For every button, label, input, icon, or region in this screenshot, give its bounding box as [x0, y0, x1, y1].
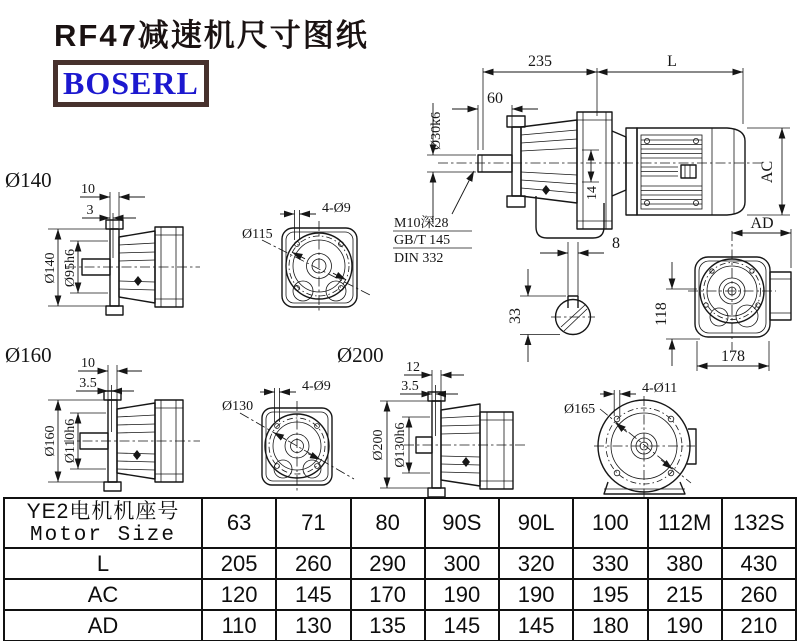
AD-value: 210	[722, 610, 796, 641]
AC-value: 190	[499, 579, 573, 610]
dim-10-label: 10	[81, 356, 95, 371]
L-value: 330	[573, 548, 647, 579]
L-value: 380	[648, 548, 722, 579]
AD-value: 190	[648, 610, 722, 641]
view-key-section	[507, 235, 620, 362]
AD-value: 110	[202, 610, 276, 641]
dim-118-label: 118	[653, 302, 670, 326]
dim-holes9-label: 4-Ø9	[322, 201, 351, 216]
size-col-63: 63	[202, 498, 276, 548]
L-value: 300	[425, 548, 499, 579]
dim-178-label: 178	[721, 348, 745, 365]
dim-dia110-label: Ø110h6	[63, 418, 78, 464]
motor-dimension-table	[3, 497, 797, 641]
dim-3-label: 3	[86, 203, 94, 218]
motor-size-header	[4, 498, 202, 548]
L-value: 320	[499, 548, 573, 579]
std-din332-label: DIN 332	[394, 251, 444, 266]
flange160-title: Ø160	[5, 343, 52, 367]
AC-value: 195	[573, 579, 647, 610]
dim-AC-label: AC	[759, 160, 776, 184]
view-flange160-side	[5, 343, 200, 491]
L-value: 430	[722, 548, 796, 579]
AD-value: 145	[499, 610, 573, 641]
AC-value: 120	[202, 579, 276, 610]
table-row-L	[4, 548, 796, 579]
table-header-row	[4, 498, 796, 548]
page-title: RF47减速机尺寸图纸	[54, 18, 369, 53]
thread-note-label: M10深28	[394, 216, 449, 231]
dim-dia95-label: Ø95h6	[63, 248, 78, 288]
dim-holes9-label: 4-Ø9	[302, 379, 331, 394]
view-flange140-side	[5, 168, 200, 315]
view-main-assembly	[393, 53, 790, 266]
dim-bolt115-label: Ø115	[242, 227, 273, 242]
dim-12-label: 12	[406, 360, 420, 375]
dim-3p5-label: 3.5	[401, 379, 419, 394]
dim-10-label: 10	[81, 182, 95, 197]
oil-plug-icon	[133, 450, 141, 460]
boserl-logo-text: BOSERL	[63, 65, 199, 101]
oil-plug-icon	[134, 276, 142, 286]
AC-value: 260	[722, 579, 796, 610]
dim-key8-label: 8	[612, 235, 620, 252]
std-gbt145-label: GB/T 145	[394, 233, 451, 248]
dim-bolt165-label: Ø165	[564, 402, 596, 417]
oil-plug-icon	[542, 185, 550, 195]
motor-size-header-en: Motor Size	[29, 524, 177, 547]
dim-dia160-label: Ø160	[43, 425, 58, 457]
size-col-71: 71	[276, 498, 350, 548]
AC-value: 190	[425, 579, 499, 610]
dim-235-label: 235	[528, 53, 552, 70]
dim-dia200-label: Ø200	[371, 429, 386, 461]
L-value: 205	[202, 548, 276, 579]
dim-14-label: 14	[585, 186, 600, 200]
dim-bolt130-label: Ø130	[222, 399, 254, 414]
motor-size-header-cn: YE2电机机座号	[26, 500, 180, 523]
size-col-80: 80	[351, 498, 425, 548]
flange200-title: Ø200	[337, 343, 384, 367]
flange140-title: Ø140	[5, 168, 52, 192]
oil-plug-icon	[462, 457, 470, 467]
row-label-AC: AC	[4, 579, 202, 610]
dim-3p5-label: 3.5	[79, 376, 97, 391]
size-col-132s: 132S	[722, 498, 796, 548]
dim-33-label: 33	[507, 308, 524, 324]
AD-value: 145	[425, 610, 499, 641]
row-label-AD: AD	[4, 610, 202, 641]
AC-value: 145	[276, 579, 350, 610]
dim-60-label: 60	[487, 90, 503, 107]
dim-dia140-label: Ø140	[43, 252, 58, 284]
dim-L-label: L	[667, 53, 677, 70]
AD-value: 135	[351, 610, 425, 641]
L-value: 290	[351, 548, 425, 579]
view-flange200-side	[337, 343, 528, 497]
size-col-100: 100	[573, 498, 647, 548]
dim-AD-label: AD	[750, 215, 774, 232]
AC-value: 215	[648, 579, 722, 610]
view-output-flange-front	[564, 381, 696, 497]
AC-value: 170	[351, 579, 425, 610]
table-row-AC	[4, 579, 796, 610]
size-col-112m: 112M	[648, 498, 722, 548]
view-flange140-front	[242, 201, 370, 313]
AD-value: 130	[276, 610, 350, 641]
size-col-90l: 90L	[499, 498, 573, 548]
table-row-AD	[4, 610, 796, 641]
L-value: 260	[276, 548, 350, 579]
size-col-90s: 90S	[425, 498, 499, 548]
dim-dia130h6-label: Ø130h6	[393, 422, 408, 468]
dim-shaft30k6-label: Ø30k6	[429, 111, 444, 150]
AD-value: 180	[573, 610, 647, 641]
dim-holes11-label: 4-Ø11	[642, 381, 678, 396]
row-label-L: L	[4, 548, 202, 579]
view-flange160-front	[222, 379, 354, 491]
view-motor-rear	[653, 215, 791, 371]
